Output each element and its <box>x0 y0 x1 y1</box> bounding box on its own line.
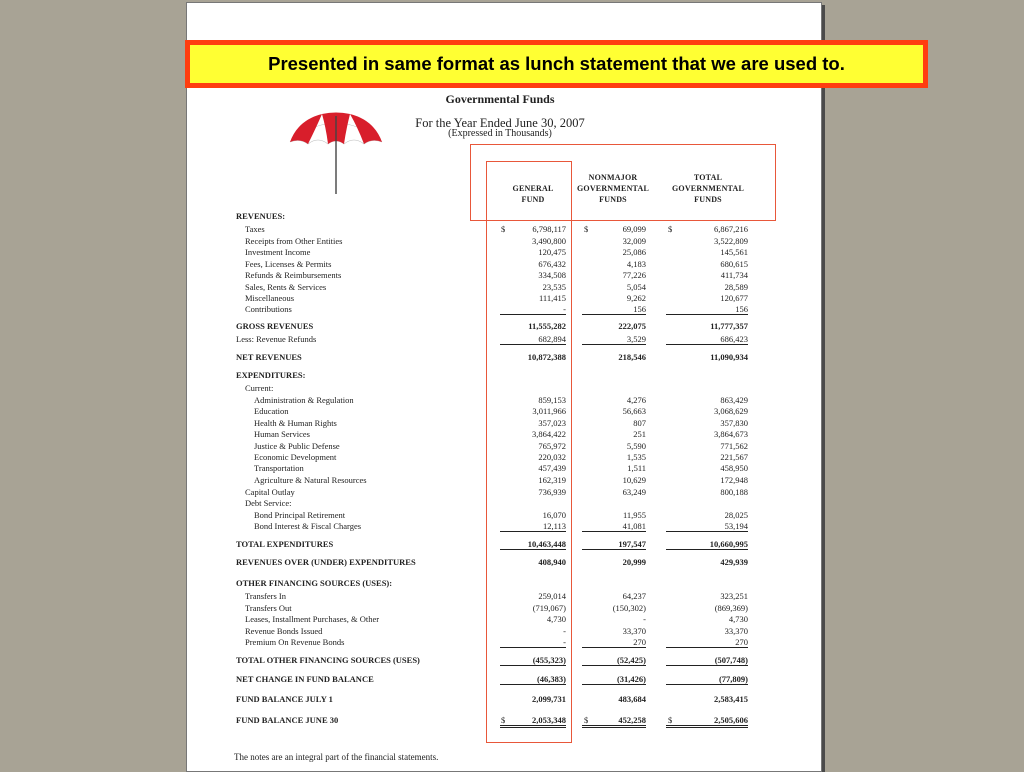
row-label: Debt Service: <box>245 498 292 508</box>
row-label: Human Services <box>254 429 310 439</box>
row-value: 429,939 <box>720 557 748 567</box>
row-value: 156 <box>582 304 646 315</box>
row-value: 771,562 <box>720 441 748 451</box>
currency-symbol: $ <box>668 715 673 725</box>
row-label: Revenue Bonds Issued <box>245 626 323 636</box>
statement-row <box>0 321 1024 333</box>
statement-row <box>0 211 1024 223</box>
row-label: Education <box>254 406 289 416</box>
row-value: 11,090,934 <box>710 352 748 362</box>
row-value: 686,423 <box>666 334 748 345</box>
row-value: 357,023 <box>538 418 566 428</box>
row-value: 77,226 <box>622 270 646 280</box>
column-header-line: GENERAL <box>512 184 554 193</box>
row-value: 28,589 <box>724 282 748 292</box>
row-value: 270 <box>666 637 748 648</box>
row-value: 10,660,995 <box>666 539 748 550</box>
umbrella-icon <box>286 108 386 196</box>
row-value: (31,426) <box>582 674 646 685</box>
row-value: 162,319 <box>538 475 566 485</box>
row-label: Bond Principal Retirement <box>254 510 346 520</box>
statement-row <box>0 614 1024 626</box>
row-value: 334,508 <box>538 270 566 280</box>
row-value: 3,864,422 <box>532 429 566 439</box>
statement-row <box>0 352 1024 364</box>
column-header-line: FUND <box>521 195 545 204</box>
statement-row <box>0 475 1024 487</box>
row-value: 458,950 <box>720 463 748 473</box>
column-header-line: TOTAL <box>693 173 723 182</box>
row-value: 2,053,348 <box>500 715 566 728</box>
row-value: 4,730 <box>546 614 566 624</box>
row-label: REVENUES OVER (UNDER) EXPENDITURES <box>236 557 416 567</box>
row-value: 32,009 <box>622 236 646 246</box>
row-label: Leases, Installment Purchases, & Other <box>245 614 380 624</box>
row-value: 53,194 <box>666 521 748 532</box>
row-value: 452,258 <box>582 715 646 728</box>
row-value: 251 <box>633 429 646 439</box>
row-value: 807 <box>633 418 646 428</box>
row-value: 218,546 <box>618 352 646 362</box>
statement-row <box>0 429 1024 441</box>
row-value: 680,615 <box>720 259 748 269</box>
row-value: 1,535 <box>626 452 646 462</box>
row-value: (455,323) <box>500 655 566 666</box>
row-value: 41,081 <box>582 521 646 532</box>
statement-row <box>0 591 1024 603</box>
statement-row <box>0 637 1024 649</box>
statement-units: (Expressed in Thousands) <box>448 128 552 139</box>
row-value: 64,237 <box>622 591 646 601</box>
row-value: 736,939 <box>538 487 566 497</box>
currency-symbol: $ <box>501 224 506 234</box>
row-label: NET CHANGE IN FUND BALANCE <box>236 674 374 684</box>
row-value: 23,535 <box>542 282 566 292</box>
row-value: 28,025 <box>724 510 748 520</box>
row-value: - <box>500 637 566 648</box>
row-value: 120,475 <box>538 247 566 257</box>
column-header-nonmajor <box>571 172 655 205</box>
row-value: 411,734 <box>720 270 748 280</box>
row-value: 172,948 <box>720 475 748 485</box>
column-header-line: NONMAJOR <box>588 173 638 182</box>
row-label: Justice & Public Defense <box>254 441 340 451</box>
row-value: 3,490,800 <box>532 236 566 246</box>
callout-text: Presented in same format as lunch statement that we are used to. <box>268 53 845 74</box>
row-value: 197,547 <box>582 539 646 550</box>
callout-banner <box>185 40 928 88</box>
row-value: 6,867,216 <box>714 224 748 234</box>
row-value: (77,809) <box>666 674 748 685</box>
row-value: 5,590 <box>626 441 646 451</box>
statement-row <box>0 694 1024 706</box>
row-label: Sales, Rents & Services <box>245 282 327 292</box>
row-value: 859,153 <box>538 395 566 405</box>
row-label: Transfers In <box>245 591 287 601</box>
row-label: EXPENDITURES: <box>236 370 306 380</box>
footnote: The notes are an integral part of the financial statements. <box>234 752 439 762</box>
row-value: (869,369) <box>714 603 748 613</box>
row-value: 5,054 <box>626 282 646 292</box>
statement-row <box>0 674 1024 686</box>
row-value: - <box>643 614 646 624</box>
row-value: 63,249 <box>622 487 646 497</box>
column-header-total <box>666 172 750 205</box>
row-value: (719,067) <box>532 603 566 613</box>
row-value: 682,894 <box>500 334 566 345</box>
statement-row <box>0 334 1024 346</box>
row-value: 25,086 <box>622 247 646 257</box>
row-value: 12,113 <box>500 521 566 532</box>
row-label: FUND BALANCE JUNE 30 <box>236 715 339 725</box>
row-value: 10,629 <box>622 475 646 485</box>
row-value: (52,425) <box>582 655 646 666</box>
row-value: 33,370 <box>724 626 748 636</box>
row-value: 3,011,966 <box>532 406 566 416</box>
row-value: 765,972 <box>538 441 566 451</box>
row-label: GROSS REVENUES <box>236 321 314 331</box>
row-value: 56,663 <box>622 406 646 416</box>
row-value: 111,415 <box>539 293 566 303</box>
row-label: Premium On Revenue Bonds <box>245 637 345 647</box>
row-value: 33,370 <box>622 626 646 636</box>
row-label: TOTAL EXPENDITURES <box>236 539 334 549</box>
row-value: 11,955 <box>622 510 646 520</box>
row-value: 2,099,731 <box>532 694 566 704</box>
column-header-line: FUNDS <box>694 195 722 204</box>
row-label: Bond Interest & Fiscal Charges <box>254 521 362 531</box>
row-value: 483,684 <box>618 694 646 704</box>
currency-symbol: $ <box>584 224 589 234</box>
row-value: 69,099 <box>622 224 646 234</box>
row-value: 800,188 <box>720 487 748 497</box>
statement-row <box>0 224 1024 236</box>
row-value: 221,567 <box>720 452 748 462</box>
row-value: 270 <box>582 637 646 648</box>
column-header-general-fund <box>500 183 566 205</box>
row-value: - <box>563 626 566 636</box>
currency-symbol: $ <box>501 715 506 725</box>
row-value: 4,183 <box>626 259 646 269</box>
row-label: REVENUES: <box>236 211 286 221</box>
row-label: Transfers Out <box>245 603 292 613</box>
row-label: Capital Outlay <box>245 487 295 497</box>
row-value: 10,463,448 <box>500 539 566 550</box>
statement-row <box>0 498 1024 510</box>
row-value: 323,251 <box>720 591 748 601</box>
row-label: Investment Income <box>245 247 311 257</box>
row-label: Fees, Licenses & Permits <box>245 259 332 269</box>
row-value: 145,561 <box>720 247 748 257</box>
row-value: 222,075 <box>618 321 646 331</box>
statement-row <box>0 270 1024 282</box>
row-value: 3,522,809 <box>714 236 748 246</box>
row-value: 357,830 <box>720 418 748 428</box>
statement-row <box>0 578 1024 590</box>
row-value: 3,529 <box>582 334 646 345</box>
row-value: 6,798,117 <box>532 224 566 234</box>
statement-row <box>0 655 1024 667</box>
statement-row <box>0 304 1024 316</box>
row-label: Taxes <box>245 224 265 234</box>
row-label: Less: Revenue Refunds <box>236 334 317 344</box>
row-value: (150,302) <box>612 603 646 613</box>
row-value: 11,555,282 <box>528 321 566 331</box>
statement-period: For the Year Ended June 30, 2007 <box>415 116 585 130</box>
statement-title: Governmental Funds <box>445 92 555 106</box>
statement-row <box>0 521 1024 533</box>
row-value: 4,276 <box>626 395 646 405</box>
row-label: Health & Human Rights <box>254 418 337 428</box>
row-value: (46,383) <box>500 674 566 685</box>
row-label: NET REVENUES <box>236 352 302 362</box>
row-value: 156 <box>666 304 748 315</box>
row-label: Contributions <box>245 304 292 314</box>
statement-row <box>0 463 1024 475</box>
row-label: Current: <box>245 383 274 393</box>
row-label: Receipts from Other Entities <box>245 236 343 246</box>
row-value: 4,730 <box>728 614 748 624</box>
row-label: Economic Development <box>254 452 337 462</box>
column-header-line: GOVERNMENTAL <box>576 184 650 193</box>
row-value: 259,014 <box>538 591 566 601</box>
statement-row <box>0 539 1024 551</box>
row-value: 2,505,606 <box>666 715 748 728</box>
column-header-line: FUNDS <box>599 195 627 204</box>
column-header-line: GOVERNMENTAL <box>671 184 745 193</box>
row-value: 11,777,357 <box>710 321 748 331</box>
row-label: OTHER FINANCING SOURCES (USES): <box>236 578 393 588</box>
statement-row <box>0 383 1024 395</box>
row-value: - <box>500 304 566 315</box>
row-value: 9,262 <box>626 293 646 303</box>
row-value: 1,511 <box>627 463 646 473</box>
row-label: Agriculture & Natural Resources <box>254 475 367 485</box>
row-value: 120,677 <box>720 293 748 303</box>
row-value: 10,872,388 <box>527 352 566 362</box>
statement-row <box>0 406 1024 418</box>
row-value: 408,940 <box>538 557 566 567</box>
row-value: 457,439 <box>538 463 566 473</box>
statement-row <box>0 370 1024 382</box>
row-label: Miscellaneous <box>245 293 295 303</box>
row-value: 3,864,673 <box>714 429 748 439</box>
statement-row <box>0 557 1024 569</box>
row-value: 220,032 <box>538 452 566 462</box>
row-value: 2,583,415 <box>714 694 748 704</box>
row-value: 3,068,629 <box>714 406 748 416</box>
row-value: 863,429 <box>720 395 748 405</box>
currency-symbol: $ <box>584 715 589 725</box>
row-label: FUND BALANCE JULY 1 <box>236 694 333 704</box>
row-label: Transportation <box>254 463 304 473</box>
row-label: Refunds & Reimbursements <box>245 270 342 280</box>
row-label: TOTAL OTHER FINANCING SOURCES (USES) <box>236 655 420 665</box>
row-value: 676,432 <box>538 259 566 269</box>
statement-row <box>0 715 1024 727</box>
statement-row <box>0 247 1024 259</box>
row-value: 16,070 <box>542 510 566 520</box>
currency-symbol: $ <box>668 224 673 234</box>
row-value: (507,748) <box>666 655 748 666</box>
row-value: 20,999 <box>622 557 646 567</box>
row-label: Administration & Regulation <box>254 395 354 405</box>
